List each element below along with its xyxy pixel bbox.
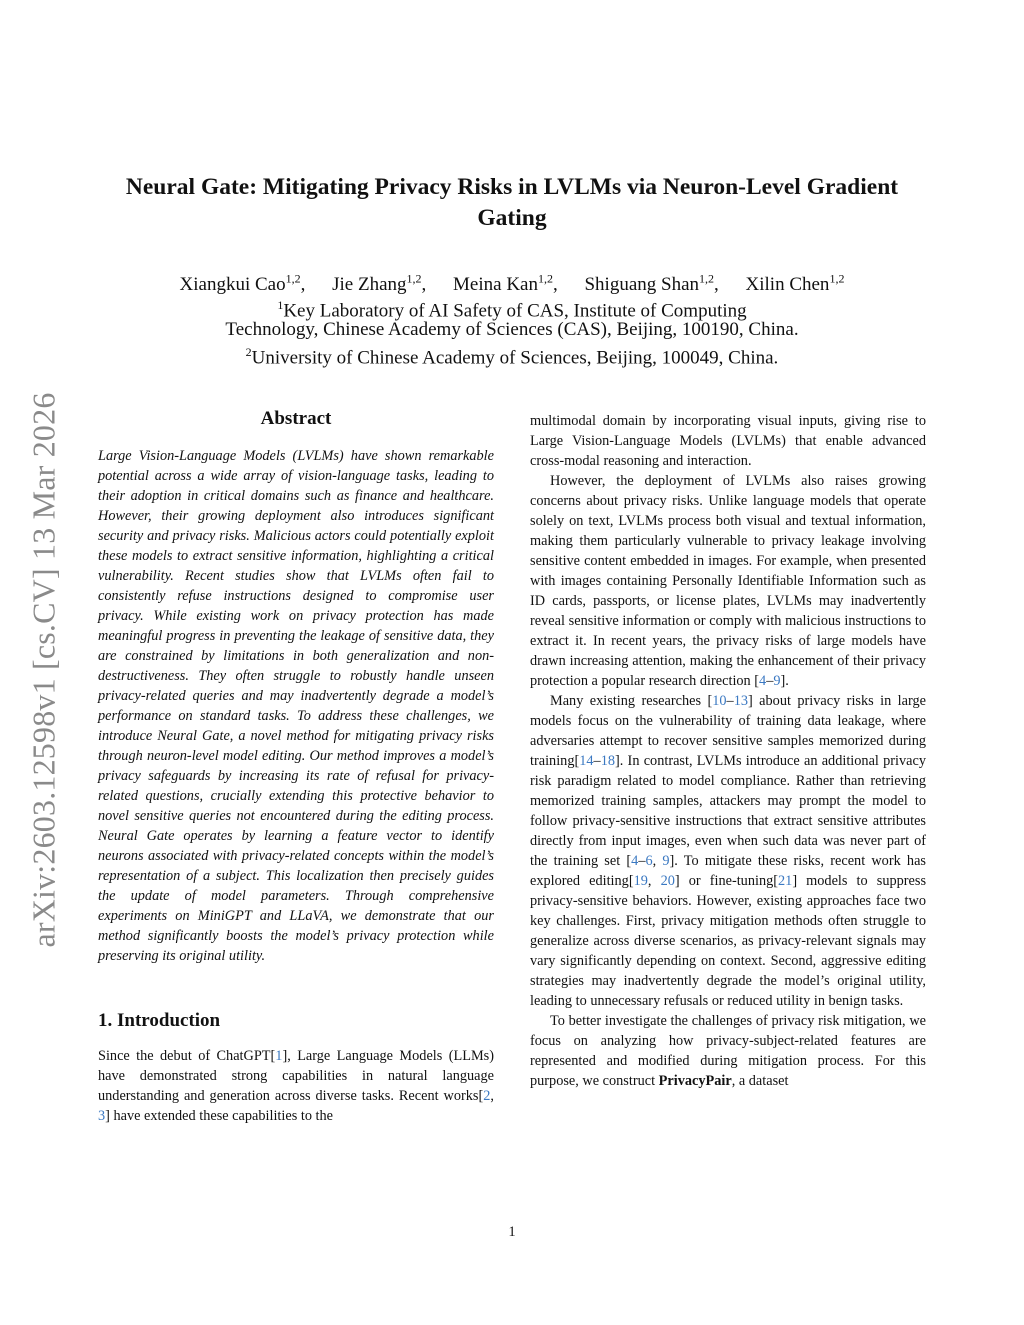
affiliation-2: $^2$University of Chinese Academy of Sciences, Beijing, 100049, China.	[245, 345, 779, 369]
paper-title	[100, 172, 924, 234]
citation-link[interactable]: 9	[662, 853, 670, 869]
citation-link[interactable]: 13	[733, 693, 748, 709]
affiliation-1-line-1: $^1$Key Laboratory of AI Safety of CAS, Institute of Computing	[277, 298, 747, 322]
left-column	[98, 408, 494, 1126]
citation-link[interactable]: 21	[778, 873, 793, 889]
citation-link[interactable]: 14	[579, 753, 594, 769]
privacy-concerns-paragraph: However, the deployment of LVLMs also raises growing concerns about privacy risks. Unlike language models that operate solely on text, LVLMs process both visual and textual information, making them particularly vulnerable to privacy leakage involving sensitive content embedded in images. For example, when presented with images containing Personally Identifiable Information such as ID cards, passports, or license plates, LVLMs may inadvertently reveal sensitive information or comply with malicious instructions to extract it. In recent years, the privacy risks of large models have drawn increasing attention, making the enhancement of their privacy protection a popular research direction [4–9].	[530, 473, 926, 689]
affiliation-1-line-2: Technology, Chinese Academy of Sciences (CAS), Beijing, 100190, China.	[225, 319, 799, 340]
existing-research-paragraph: Many existing researches [10–13] about privacy risks in large models focus on the vulnerability of training data leakage, where adversaries attempt to recover sensitive samples memorized during training[14–18]. In contrast, LVLMs introduce an additional privacy risk paradigm related to model compliance. Rather than retrieving memorized training samples, attackers may prompt the model to follow privacy-sensitive instructions that extract sensitive attributes directly from input images, even when such data was never part of the training set [4–6, 9]. To mitigate these risks, recent work has explored editing[19, 20] or fine-tuning[21] models to suppress privacy-sensitive behaviors. However, existing approaches face two key challenges. First, privacy mitigation methods often struggle to generalize across diverse scenarios, as privacy-relevant signals may vary significantly depending on context. Second, aggressive editing strategies may inadvertently degrade the model’s original utility, leading to unnecessary refusals or reduced utility in benign tasks.	[530, 693, 927, 1009]
author: Shiguang Shan$^{1,2}$,	[584, 272, 719, 296]
citation-link[interactable]: 6	[645, 853, 653, 869]
page-number: 1	[508, 1224, 516, 1240]
arxiv-side-stamp	[14, 370, 74, 970]
intro-paragraph-continued: multimodal domain by incorporating visual inputs, giving rise to Large Vision-Language Models (LVLMs) that enable advanced cross-modal reasoning and interaction.	[530, 413, 926, 469]
right-column	[530, 411, 926, 1091]
abstract-heading: Abstract	[260, 408, 332, 429]
author-list	[100, 268, 924, 296]
citation-link[interactable]: 4	[759, 673, 767, 689]
citation-link[interactable]: 1	[275, 1048, 283, 1064]
title-line-2: Gating	[477, 205, 547, 231]
citation-link[interactable]: 2	[483, 1088, 491, 1104]
citation-link[interactable]: 18	[600, 753, 615, 769]
abstract-text: Large Vision-Language Models (LVLMs) have shown remarkable potential across a wide array of vision-language tasks, leading to their adoption in critical domains such as finance and healthcare. However, their growing deployment also introduces significant security and privacy risks. Malicious actors could potentially exploit these models to extract sensitive information, highlighting a critical vulnerability. Recent studies show that LVLMs often fail to consistently refuse instructions designed to compromise user privacy. While existing work on privacy protection has made meaningful progress in preventing the leakage of sensitive data, they are constrained by limitations in both generalization and non-destructiveness. They often struggle to robustly handle unseen privacy-related queries and may inadvertently degrade a model’s performance on standard tasks. To address these challenges, we introduce Neural Gate, a novel method for mitigating privacy risks through neuron-level model editing. Our method improves a model’s privacy safeguards by increasing its rate of refusal for privacy-related questions, crucially extending this protective behavior to novel sensitive queries not encountered during the editing process. Neural Gate operates by learning a feature vector to identify neurons associated with privacy-related concepts within the model’s representation of a subject. This localization then precisely guides the update of model parameters. Through comprehensive experiments on MiniGPT and LLaVA, we demonstrate that our method significantly boosts the model’s privacy protection while preserving its original utility.	[98, 448, 494, 964]
title-line-1: Neural Gate: Mitigating Privacy Risks in LVLMs via Neuron-Level Gradient	[125, 174, 899, 200]
privacypair-paragraph: To better investigate the challenges of privacy risk mitigation, we focus on analyzing how privacy-subject-related features are represented and modified during mitigation process. For this purpose, we construct PrivacyPair, a dataset	[530, 1013, 926, 1089]
citation-link[interactable]: 19	[633, 873, 648, 889]
introduction-heading: 1. Introduction	[98, 1010, 221, 1031]
citation-link[interactable]: 20	[660, 873, 675, 889]
intro-paragraph: Since the debut of ChatGPT[1], Large Language Models (LLMs) have demonstrated strong capabilities in natural language understanding and generation across diverse tasks. Recent works[2, 3] have extended these capabilities to the	[98, 1048, 494, 1124]
citation-link[interactable]: 10	[712, 693, 727, 709]
author: Xilin Chen$^{1,2}$	[745, 272, 845, 296]
citation-link[interactable]: 4	[631, 853, 639, 869]
author: Meina Kan$^{1,2}$,	[453, 272, 558, 296]
author: Jie Zhang$^{1,2}$,	[332, 272, 427, 296]
citation-link[interactable]: 9	[773, 673, 781, 689]
author: Xiangkui Cao$^{1,2}$,	[179, 272, 306, 296]
arxiv-stamp-text: arXiv:2603.12598v1 [cs.CV] 13 Mar 2026	[25, 392, 62, 948]
citation-link[interactable]: 3	[98, 1108, 106, 1124]
dataset-name: PrivacyPair	[658, 1073, 732, 1089]
